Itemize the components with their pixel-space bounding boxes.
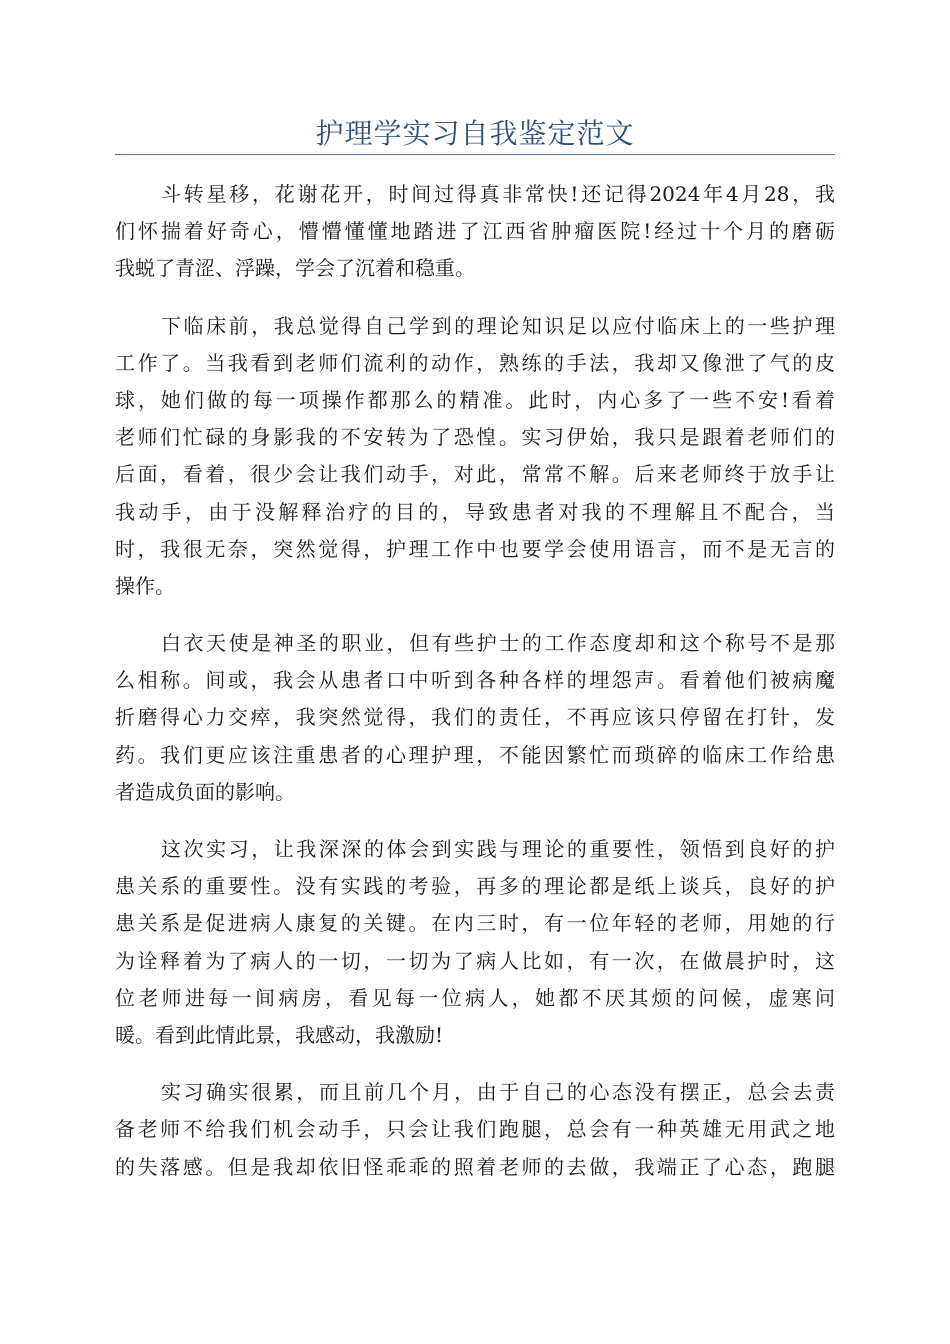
paragraph-line: 备老师不给我们机会动手，只会让我们跑腿，总会有一种英雄无用武之地 bbox=[115, 1117, 835, 1142]
paragraph-line: 的失落感。但是我却依旧怪乖乖的照着老师的去做，我端正了心态，跑腿 bbox=[115, 1154, 835, 1179]
paragraph bbox=[115, 308, 835, 606]
document-body bbox=[115, 176, 835, 1206]
paragraph-line: 药。我们更应该注重患者的心理护理，不能因繁忙而琐碎的临床工作给患 bbox=[115, 742, 835, 767]
paragraph bbox=[115, 625, 835, 811]
paragraph-line: 白衣天使是神圣的职业，但有些护士的工作态度却和这个称号不是那 bbox=[161, 631, 835, 656]
paragraph-line: 我蜕了青涩、浮躁，学会了沉着和稳重。 bbox=[115, 256, 475, 281]
paragraph-line: 下临床前，我总觉得自己学到的理论知识足以应付临床上的一些护理 bbox=[161, 313, 835, 338]
paragraph-line: 老师们忙碌的身影我的不安转为了恐惶。实习伊始，我只是跟着老师们的 bbox=[115, 425, 835, 450]
paragraph-line: 者造成负面的影响。 bbox=[115, 779, 295, 804]
title-underline bbox=[115, 154, 835, 155]
paragraph-line: 患关系是促进病人康复的关键。在内三时，有一位年轻的老师，用她的行 bbox=[115, 911, 835, 936]
paragraph bbox=[115, 176, 835, 288]
document-title: 护理学实习自我鉴定范文 bbox=[315, 117, 635, 150]
paragraph-line: 实习确实很累，而且前几个月，由于自己的心态没有摆正，总会去责 bbox=[161, 1080, 835, 1105]
paragraph-line: 折磨得心力交瘁，我突然觉得，我们的责任，不再应该只停留在打针，发 bbox=[115, 705, 835, 730]
paragraph-line: 斗转星移，花谢花开，时间过得真非常快!还记得2024年4月28，我 bbox=[161, 182, 835, 206]
paragraph-line: 为诠释着为了病人的一切，一切为了病人比如，有一次，在做晨护时，这 bbox=[115, 948, 835, 973]
paragraph-line: 后面，看着，很少会让我们动手，对此，常常不解。后来老师终于放手让 bbox=[115, 462, 835, 487]
paragraph-line: 这次实习，让我深深的体会到实践与理论的重要性，领悟到良好的护 bbox=[161, 837, 835, 861]
paragraph bbox=[115, 1074, 835, 1186]
paragraph-line: 时，我很无奈，突然觉得，护理工作中也要学会使用语言，而不是无言的 bbox=[115, 536, 835, 561]
paragraph-line: 位老师进每一间病房，看见每一位病人，她都不厌其烦的问候，虚寒问 bbox=[115, 985, 835, 1010]
paragraph-line: 们怀揣着好奇心，懵懵懂懂地踏进了江西省肿瘤医院!经过十个月的磨砺 bbox=[115, 219, 835, 244]
paragraph bbox=[115, 831, 835, 1054]
paragraph-line: 工作了。当我看到老师们流利的动作，熟练的手法，我却又像泄了气的皮 bbox=[115, 350, 835, 375]
paragraph-line: 患关系的重要性。没有实践的考验，再多的理论都是纸上谈兵，良好的护 bbox=[115, 874, 835, 899]
paragraph-line: 操作。 bbox=[115, 573, 175, 598]
paragraph-line: 暖。看到此情此景，我感动，我激励! bbox=[115, 1022, 444, 1047]
paragraph-line: 球，她们做的每一项操作都那么的精准。此时，内心多了一些不安!看着 bbox=[115, 387, 835, 412]
paragraph-line: 我动手，由于没解释治疗的目的，导致患者对我的不理解且不配合，当 bbox=[115, 499, 835, 524]
paragraph-line: 么相称。间或，我会从患者口中听到各种各样的埋怨声。看着他们被病魔 bbox=[115, 668, 835, 693]
